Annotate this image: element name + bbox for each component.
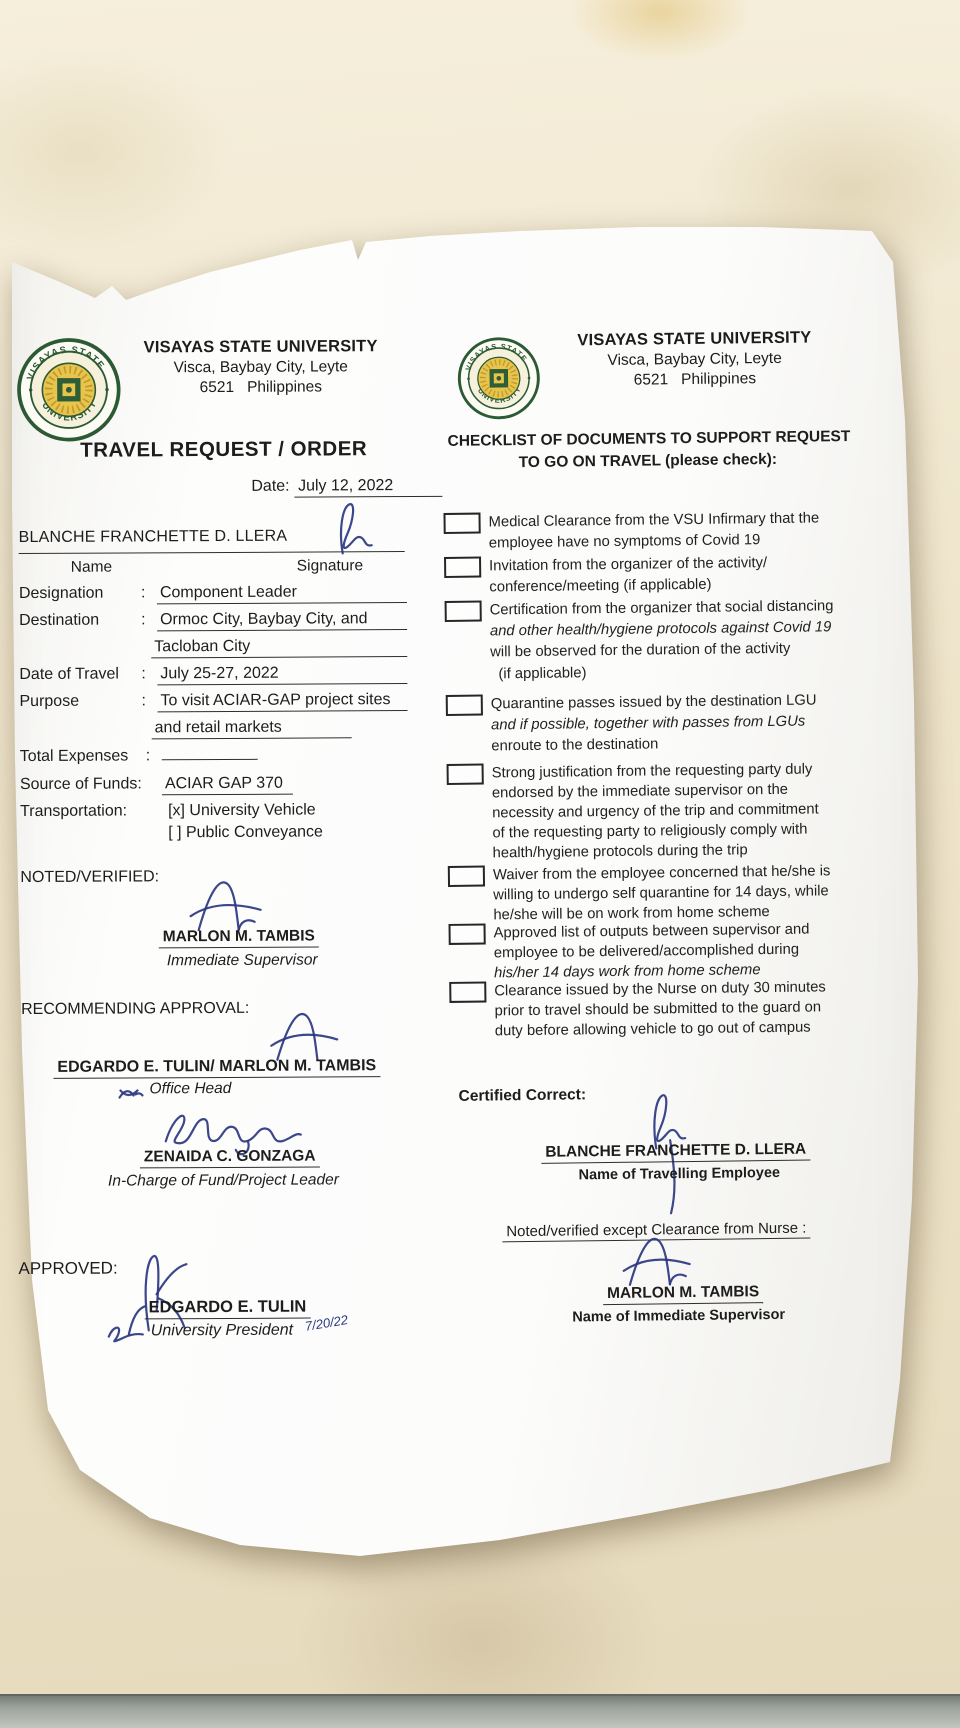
checklist-checkbox-6 xyxy=(448,866,485,887)
university-name: VISAYAS STATE UNIVERSITY xyxy=(143,337,378,357)
designation-label: Designation xyxy=(18,584,104,603)
recommending-label: RECOMMENDING APPROVAL: xyxy=(21,999,250,1019)
noted-except-label: Noted/verified except Clearance from Nurse : xyxy=(502,1220,810,1243)
checklist-checkbox-2 xyxy=(444,557,481,578)
colon: : xyxy=(141,692,146,710)
certified-name: BLANCHE FRANCHETTE D. LLERA xyxy=(541,1141,810,1164)
president-date-note: 7/20/22 xyxy=(303,1312,350,1334)
form-title: TRAVEL REQUEST / ORDER xyxy=(80,437,368,462)
checklist-item-text: prior to travel should be submitted to the guard on xyxy=(494,999,822,1020)
transport-label: Transportation: xyxy=(20,802,128,821)
checklist-item-text: Approved list of outputs between supervisor and xyxy=(493,921,810,942)
colon: : xyxy=(141,611,146,629)
noted-name: MARLON M. TAMBIS xyxy=(159,927,319,948)
checklist-item-text: Quarantine passes issued by the destination LGU xyxy=(490,692,817,713)
checklist-item-text: and if possible, together with passes from LGUs xyxy=(490,713,806,734)
designation-value: Component Leader xyxy=(157,583,407,604)
checklist-item-text: health/hygiene protocols during the trip xyxy=(492,842,748,862)
checklist-checkbox-3 xyxy=(445,601,482,622)
signature-immediate-supervisor xyxy=(617,1230,698,1289)
colon: : xyxy=(141,665,146,683)
checklist-item-text: will be observed for the duration of the activity xyxy=(490,640,791,661)
approved-label: APPROVED: xyxy=(18,1258,118,1279)
table-edge xyxy=(0,1694,960,1728)
checklist-item-text: conference/meeting (if applicable) xyxy=(489,576,712,596)
checklist-item-text: endorsed by the immediate supervisor on the xyxy=(491,781,789,802)
expenses-label: Total Expenses xyxy=(19,747,129,766)
checklist-item-text: duty before allowing vehicle to go out of campus xyxy=(494,1019,811,1040)
employee-name: BLANCHE FRANCHETTE D. LLERA xyxy=(18,527,288,547)
supervisor-title: Name of Immediate Supervisor xyxy=(572,1306,786,1326)
university-address-line2: 6521 Philippines xyxy=(633,370,757,389)
checklist-checkbox-5 xyxy=(447,764,484,785)
destination-value-line1: Ormoc City, Baybay City, and xyxy=(157,610,407,631)
president-name: EDGARDO E. TULIN xyxy=(145,1298,311,1320)
travel-date-value: July 25-27, 2022 xyxy=(157,664,407,685)
purpose-value-line2: and retail markets xyxy=(152,718,352,739)
university-address-line1: Visca, Baybay City, Leyte xyxy=(607,349,782,369)
university-address-line1: Visca, Baybay City, Leyte xyxy=(173,358,348,377)
university-address-line2: 6521 Philippines xyxy=(199,378,323,397)
president-title: University President xyxy=(150,1321,294,1340)
checklist-item-text: employee have no symptoms of Covid 19 xyxy=(488,532,761,552)
office-head-title: Office Head xyxy=(149,1079,232,1098)
destination-value-line2: Tacloban City xyxy=(151,637,407,658)
noted-verified-label: NOTED/VERIFIED: xyxy=(20,868,160,887)
university-name: VISAYAS STATE UNIVERSITY xyxy=(577,328,812,350)
supervisor-name: MARLON M. TAMBIS xyxy=(603,1283,763,1305)
colon: : xyxy=(145,747,151,765)
destination-label: Destination xyxy=(19,611,100,630)
certified-title: Name of Travelling Employee xyxy=(578,1164,781,1184)
checklist-item-text: Medical Clearance from the VSU Infirmary that the xyxy=(488,510,820,531)
checklist-item-text: Certification from the organizer that social distancing xyxy=(489,598,834,619)
checklist-checkbox-1 xyxy=(443,513,480,534)
fund-leader-name: ZENAIDA C. GONZAGA xyxy=(140,1147,320,1168)
purpose-value-line1: To visit ACIAR-GAP project sites xyxy=(157,691,407,712)
checklist-checkbox-4 xyxy=(446,695,483,716)
colon: : xyxy=(140,584,146,602)
name-label: Name xyxy=(70,558,113,576)
purpose-label: Purpose xyxy=(19,692,80,711)
noted-title: Immediate Supervisor xyxy=(166,951,318,970)
transport-option-vehicle: [x] University Vehicle xyxy=(168,801,316,820)
university-header-right xyxy=(542,328,847,391)
checklist-item-text: (if applicable) xyxy=(498,665,587,683)
checklist-item-text: Strong justification from the requesting party duly xyxy=(491,761,813,782)
checklist-item-text: and other health/hygiene protocols against Covid 19 xyxy=(489,619,832,640)
checklist-item-text: necessity and urgency of the trip and commitment xyxy=(492,801,819,822)
office-head-name: EDGARDO E. TULIN/ MARLON M. TAMBIS xyxy=(53,1057,380,1079)
checklist-item-text: Invitation from the organizer of the activity/ xyxy=(489,555,768,575)
checklist-checkbox-7 xyxy=(448,924,485,945)
date-label: Date: xyxy=(251,477,290,495)
funds-label: Source of Funds: xyxy=(19,775,142,794)
checklist-item-text: Clearance issued by the Nurse on duty 30 minutes xyxy=(494,979,826,1000)
transport-option-public: [ ] Public Conveyance xyxy=(168,823,323,842)
checklist-item-text: of the requesting party to religiously comply with xyxy=(492,821,808,842)
certified-correct-label: Certified Correct: xyxy=(458,1086,587,1105)
checklist-title-line1: CHECKLIST OF DOCUMENTS TO SUPPORT REQUEST xyxy=(447,428,851,450)
signature-label: Signature xyxy=(296,557,364,575)
funds-value: ACIAR GAP 370 xyxy=(162,775,293,796)
checklist-item-text: willing to undergo self quarantine for 14 days, while xyxy=(493,883,829,904)
checklist-item-text: employee to be delivered/accomplished during xyxy=(493,941,800,962)
checklist-checkbox-8 xyxy=(449,982,486,1003)
checklist-item-text: his/her 14 days work from home scheme xyxy=(494,962,761,982)
checklist-title-line2: TO GO ON TRAVEL (please check): xyxy=(518,450,778,472)
checklist-item-text: Waiver from the employee concerned that he/she is xyxy=(492,863,831,884)
travel-date-label: Date of Travel xyxy=(19,665,119,684)
checklist-item-text: enroute to the destination xyxy=(491,736,659,755)
vsu-seal-right xyxy=(456,336,541,421)
checklist-item-text: he/she will be on work from home scheme xyxy=(493,904,770,924)
date-value: July 12, 2022 xyxy=(294,477,442,498)
fund-leader-title: In-Charge of Fund/Project Leader xyxy=(107,1171,339,1190)
